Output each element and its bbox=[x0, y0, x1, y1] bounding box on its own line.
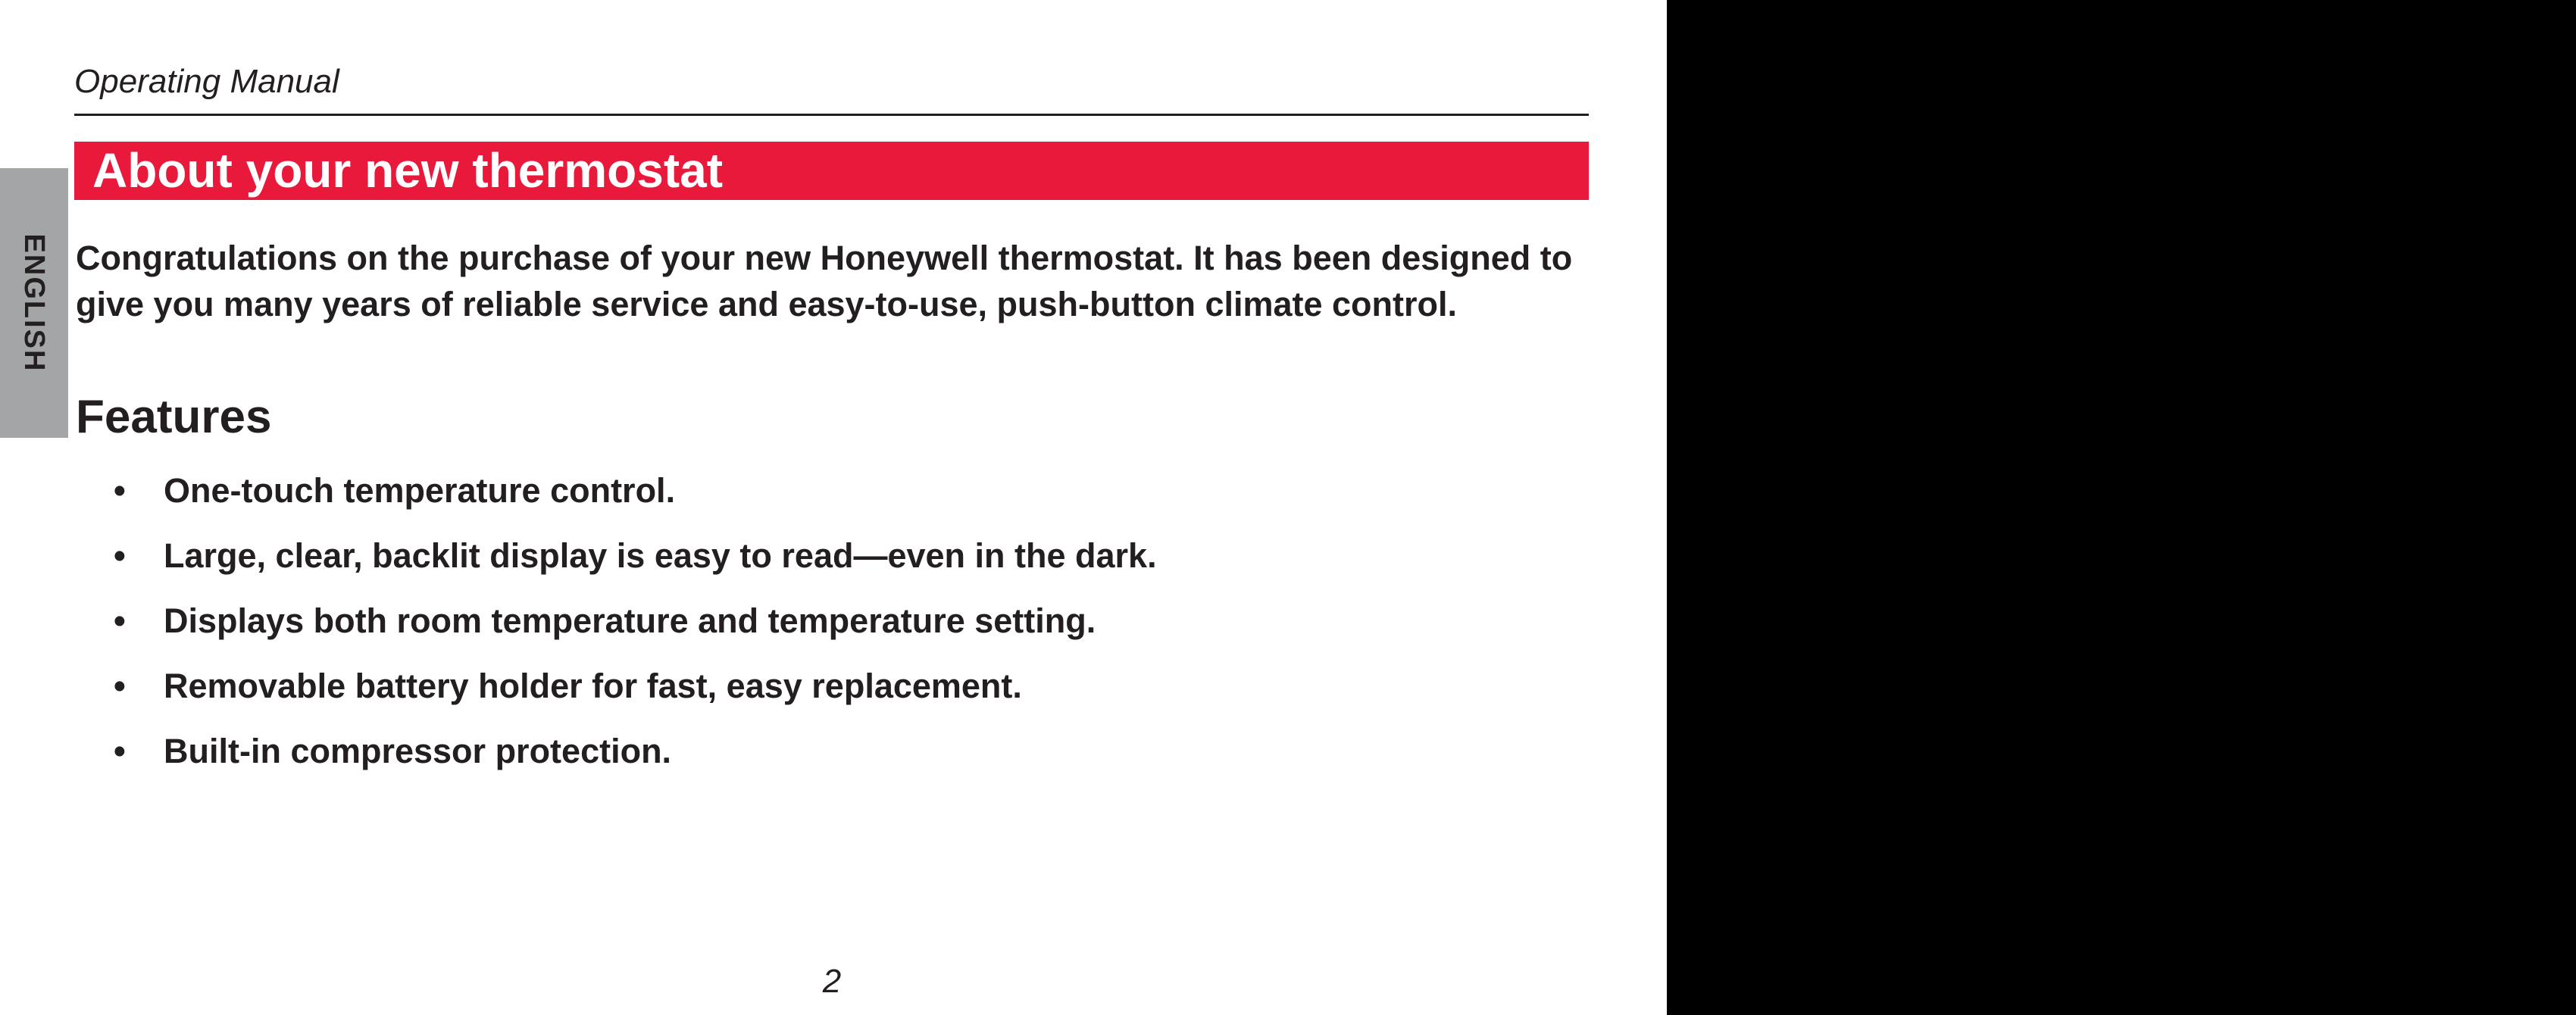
running-head: Operating Manual bbox=[74, 63, 339, 100]
feature-text: Displays both room temperature and temperature setting. bbox=[164, 601, 1096, 640]
header-rule bbox=[74, 114, 1589, 116]
feature-item bbox=[76, 470, 1583, 535]
feature-item bbox=[76, 535, 1583, 600]
intro-paragraph: Congratulations on the purchase of your new Honeywell thermostat. It has been designed to give you many years of reliable service and easy-to-use, push-button climate control. bbox=[76, 239, 1573, 323]
feature-text: Built-in compressor protection. bbox=[164, 732, 672, 770]
feature-text: Large, clear, backlit display is easy to read—even in the dark. bbox=[164, 536, 1157, 575]
section-title-bar bbox=[74, 142, 1589, 200]
language-tab bbox=[0, 168, 68, 438]
page-number: 2 bbox=[822, 963, 842, 1000]
feature-item bbox=[76, 665, 1583, 730]
bullet-icon: • bbox=[114, 601, 126, 640]
bullet-icon: • bbox=[114, 536, 126, 575]
bullet-icon: • bbox=[114, 471, 126, 510]
blank-black-area bbox=[1667, 0, 2576, 1015]
feature-item bbox=[76, 600, 1583, 665]
feature-list bbox=[76, 470, 1583, 795]
feature-text: Removable battery holder for fast, easy replacement. bbox=[164, 667, 1022, 705]
section-title: About your new thermostat bbox=[92, 143, 724, 198]
language-tab-label: ENGLISH bbox=[18, 233, 50, 373]
bullet-icon: • bbox=[114, 732, 126, 770]
feature-item bbox=[76, 730, 1583, 795]
bullet-icon: • bbox=[114, 667, 126, 705]
feature-text: One-touch temperature control. bbox=[164, 471, 676, 510]
features-heading: Features bbox=[76, 391, 272, 443]
